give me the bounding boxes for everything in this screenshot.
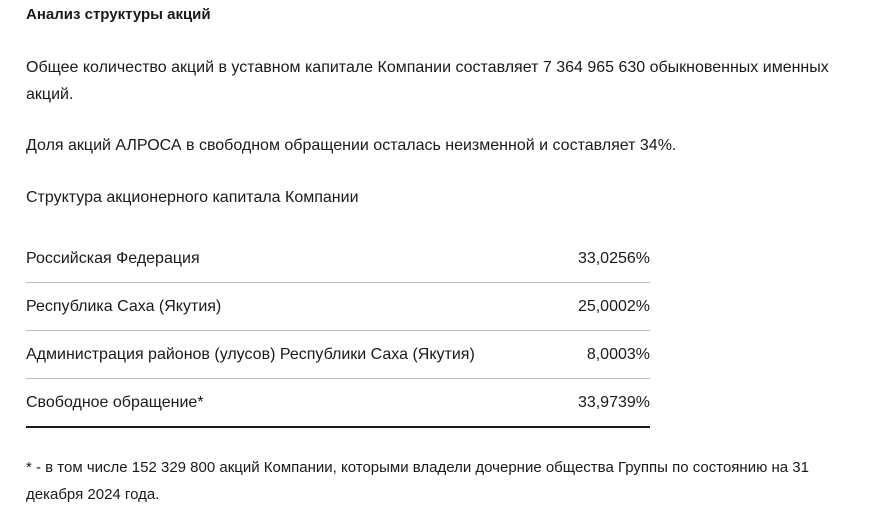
table-row [26,331,650,379]
footnote: * - в том числе 152 329 800 акций Компании, которыми владели дочерние общества Группы по состоянию на 31 декабря 2024 года. [26,459,809,503]
shareholder-percentage: 33,9739% [577,393,650,411]
shareholder-name: Администрация районов (улусов) Республики Саха (Якутия) [26,345,475,363]
section-title: Анализ структуры акций [26,6,211,23]
shareholder-name: Республика Саха (Якутия) [26,297,222,315]
total-shares-paragraph: Общее количество акций в уставном капитале Компании составляет 7 364 965 630 обыкновенных именных акций. [26,59,829,103]
table-row [26,283,650,331]
shareholder-percentage: 33,0256% [577,249,650,267]
shareholder-percentage: 25,0002% [577,297,650,315]
table-row [26,379,650,426]
structure-caption: Структура акционерного капитала Компании [26,189,359,206]
table-row [26,235,650,283]
shareholder-percentage: 8,0003% [586,345,650,363]
free-float-paragraph: Доля акций АЛРОСА в свободном обращении осталась неизменной и составляет 34%. [26,137,677,154]
shareholder-table [26,235,650,428]
shareholder-name: Свободное обращение* [26,393,204,411]
shareholder-name: Российская Федерация [26,249,200,267]
